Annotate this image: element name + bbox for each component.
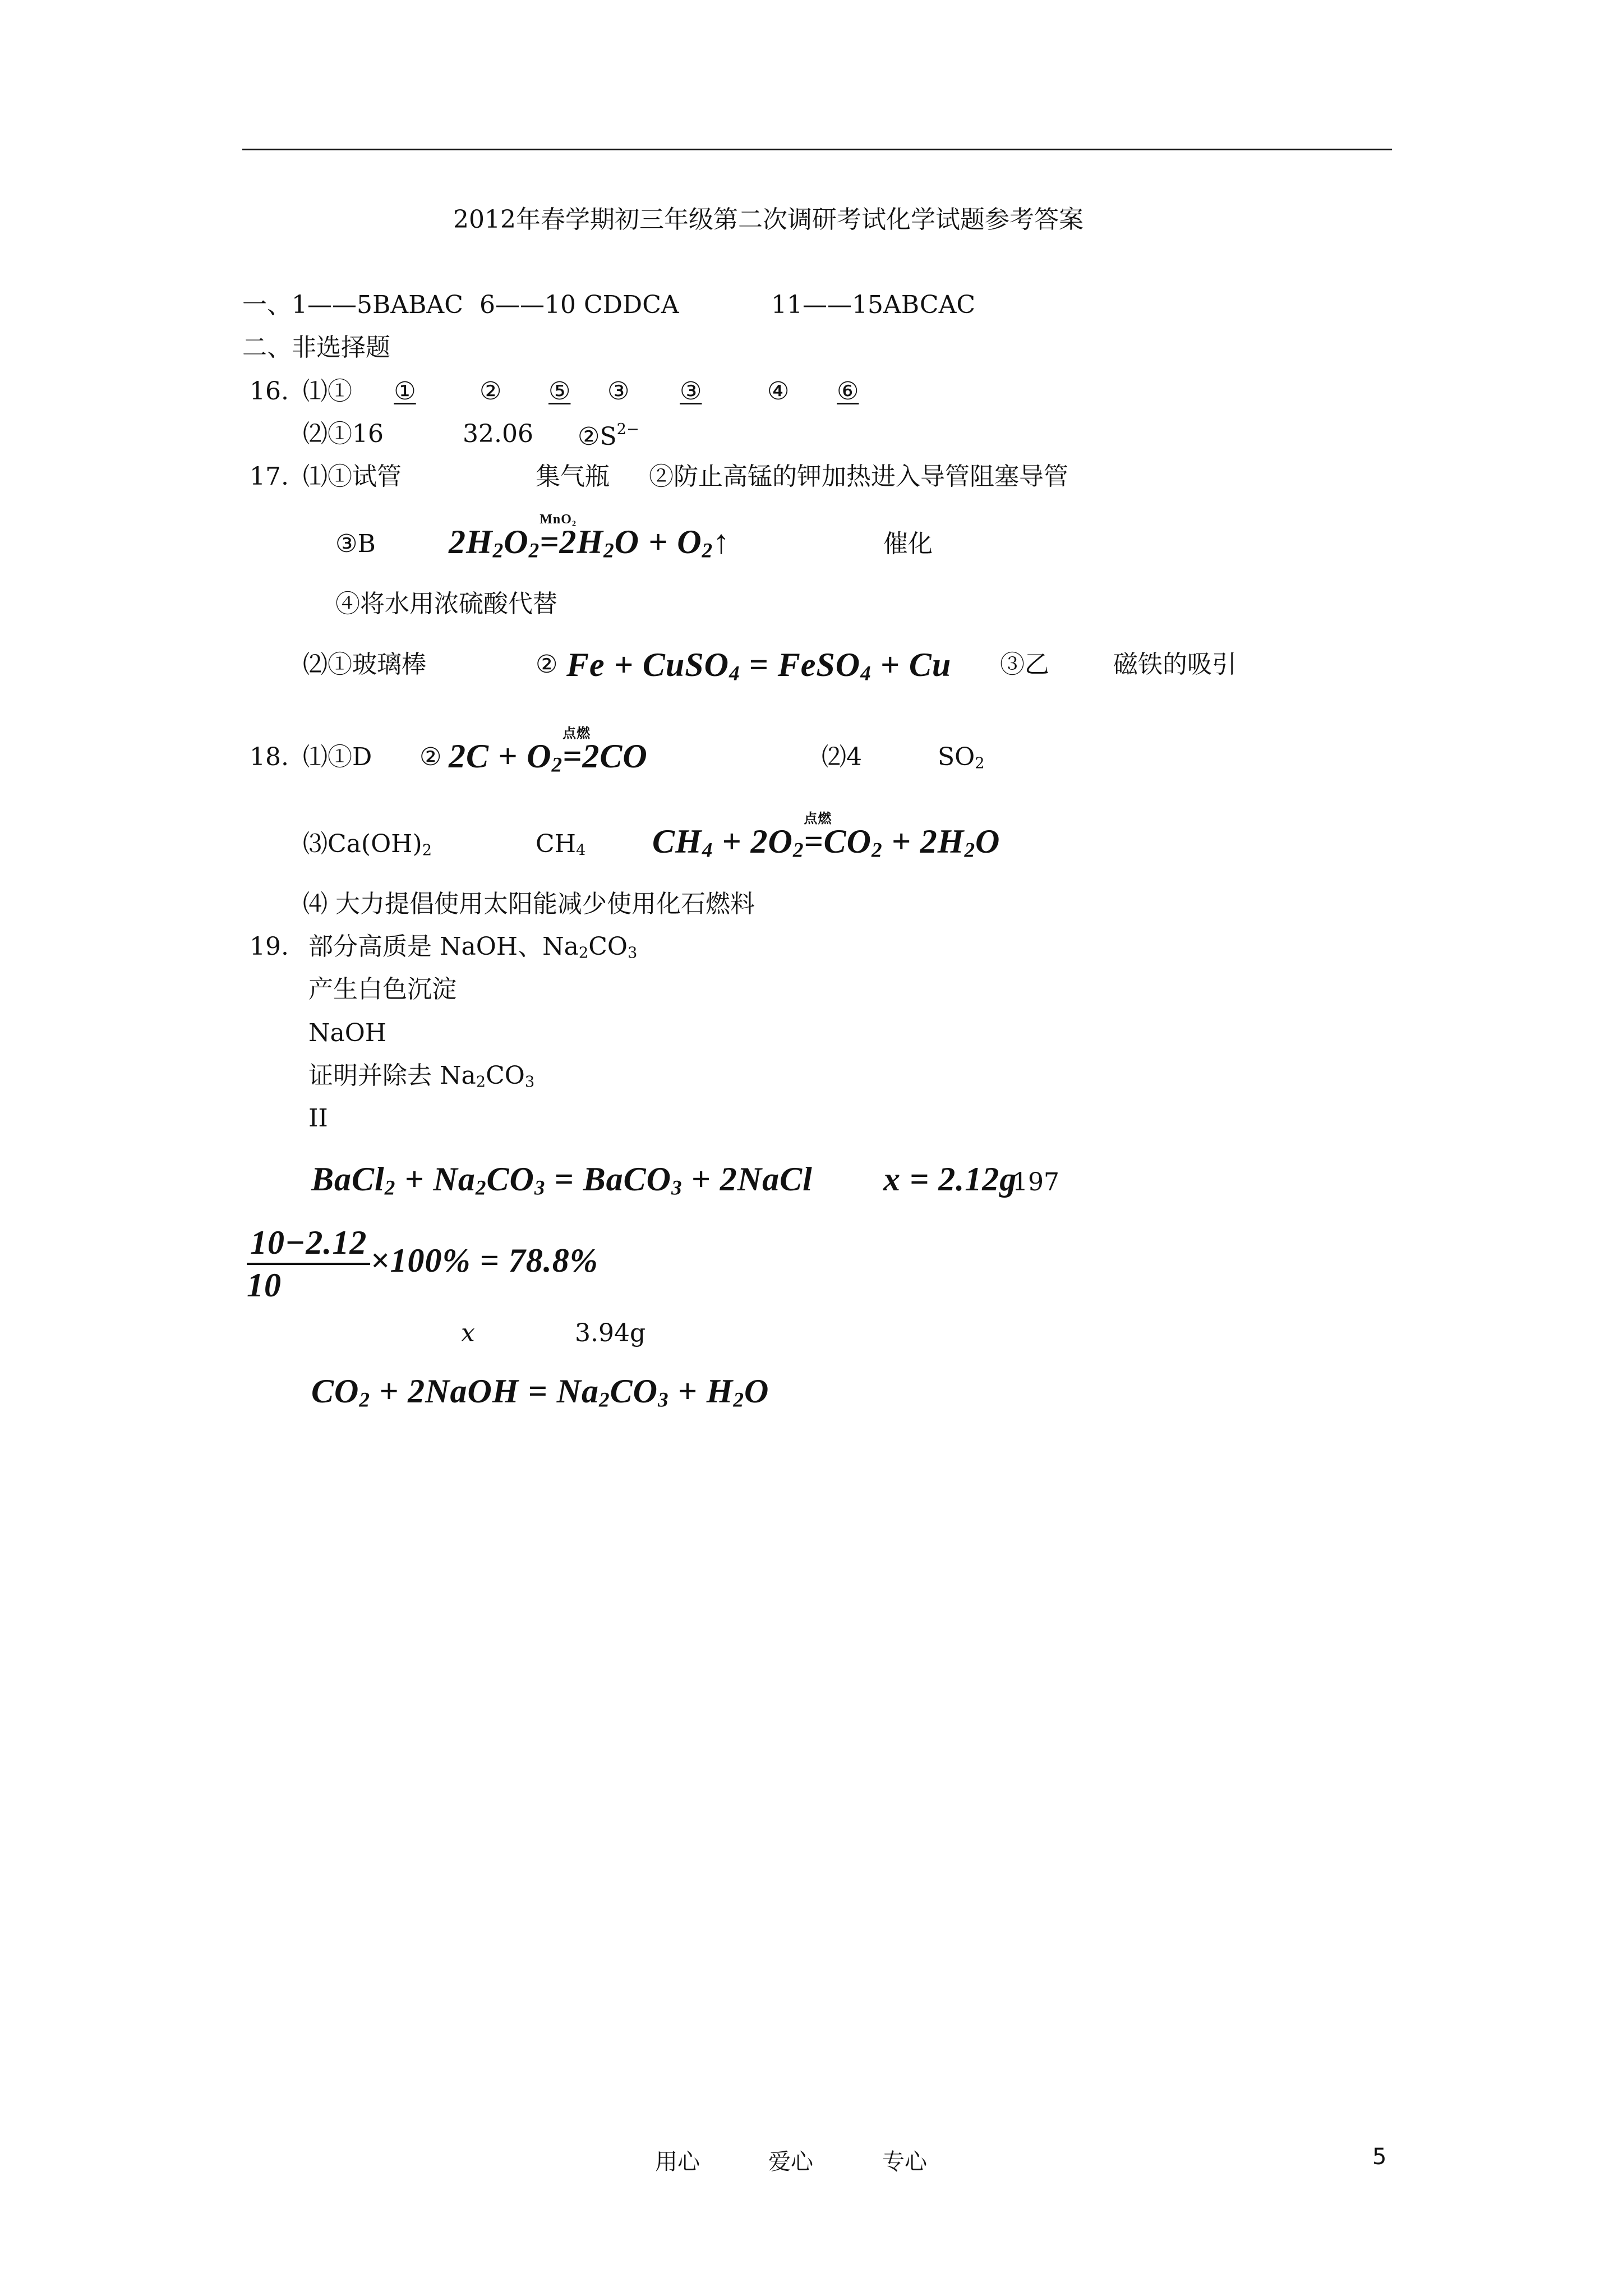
q19-molar-mass: 197: [1012, 1168, 1059, 1197]
section2-heading: 二、非选择题: [242, 333, 390, 362]
q19-fraction: $\frac{10-2.12}{10}$ ×100% = 78.8%: [247, 1224, 598, 1304]
q16-part2: ⑵①16: [303, 420, 384, 448]
q16-number: 16.: [250, 377, 289, 406]
q16-value: 32.06: [463, 420, 533, 448]
page-number: 5: [1372, 2144, 1387, 2170]
q17-improvement: ④将水用浓硫酸代替: [335, 590, 557, 618]
q17-apparatus-1: ⑴①试管: [303, 462, 402, 491]
q18-equation-2: $CH_4 + 2O_2=$ 点燃 $CO_2 + 2H_2O$: [652, 812, 1000, 862]
q16-marker-2: ②: [479, 377, 502, 406]
q19-number: 19.: [250, 932, 289, 961]
q18-part4: ⑷ 大力提倡使用太阳能减少使用化石燃料: [303, 890, 755, 918]
q17-iron-equation: Fe + CuSO$_4$ = FeSO$_4$ + Cu: [566, 646, 952, 685]
q17-option: ③B: [335, 530, 376, 558]
q19-equation-1: BaCl$_2$ + $Na_2CO_3$ = BaCO$_3$ + 2NaCl: [311, 1161, 813, 1200]
q16-answer-4: ⑥: [837, 377, 859, 406]
q18-marker-2: ②: [419, 743, 442, 771]
q17-number: 17.: [250, 462, 289, 491]
q17-reason: ②防止高锰的钾加热进入导管阻塞导管: [649, 462, 1068, 491]
header-rule: [242, 149, 1392, 150]
q17-choice: ③乙: [1000, 650, 1049, 679]
footer-word-1: 用心: [655, 2149, 700, 2175]
q19-equation-2: $CO_2$ + 2NaOH = $Na_2CO_3 + H_2O$: [311, 1373, 769, 1412]
q17-catalysis: 催化: [883, 530, 933, 558]
section1-answer-2: 6——10 CDDCA: [479, 291, 679, 319]
q16-marker-3: ③: [607, 377, 630, 406]
q16-answer-2: ⑤: [548, 377, 571, 406]
q16-ion: $②S^{2-}$: [578, 421, 639, 452]
q19-line-5: II: [308, 1104, 328, 1133]
q18-part3-base: $⑶Ca(OH)_2$: [303, 830, 432, 859]
q16-part1: ⑴①: [303, 377, 352, 406]
q18-number: 18.: [250, 743, 289, 771]
section1-answer-1: 1——5BABAC: [292, 291, 463, 319]
q16-answer-3: ③: [680, 377, 702, 406]
q19-line-2: 产生白色沉淀: [308, 975, 457, 1004]
q16-answer-1: ①: [394, 377, 416, 406]
q19-x-result: x = 2.12g: [883, 1161, 1017, 1198]
q19-mass: 3.94g: [575, 1319, 646, 1347]
footer-word-2: 爱心: [768, 2149, 813, 2175]
q18-part3-methane: $CH_4$: [536, 830, 586, 859]
q18-equation-1: $2C + O_2=$ 点燃 2CO: [449, 726, 648, 777]
q18-part2: ⑵4: [822, 743, 862, 771]
q19-x-label: x: [461, 1319, 475, 1347]
q18-answer-d: ⑴①D: [303, 743, 372, 771]
page-title: 2012年春学期初三年级第二次调研考试化学试题参考答案: [453, 205, 1083, 234]
footer-word-3: 专心: [882, 2149, 927, 2175]
section1-prefix: 一、: [242, 291, 292, 319]
q19-line-1: 部分高质是 NaOH、$Na_2CO_3$: [308, 932, 638, 962]
q17-part2-tool: ⑵①玻璃棒: [303, 650, 426, 679]
q19-line-3: NaOH: [308, 1019, 387, 1047]
q17-apparatus-2: 集气瓶: [536, 462, 610, 491]
section1-line: [242, 293, 463, 318]
q17-part2-marker: ②: [536, 650, 558, 679]
section1-answer-3: 11——15ABCAC: [771, 291, 976, 319]
q19-line-4: 证明并除去 $Na_2CO_3$: [308, 1061, 535, 1091]
q16-marker-4: ④: [767, 377, 790, 406]
q18-gas: $SO_2$: [938, 743, 985, 772]
q17-magnet: 磁铁的吸引: [1113, 650, 1237, 679]
q17-equation: $2H_2O_2=$ MnO₂ $2H_2O$ + $O_2↑$: [449, 512, 731, 563]
